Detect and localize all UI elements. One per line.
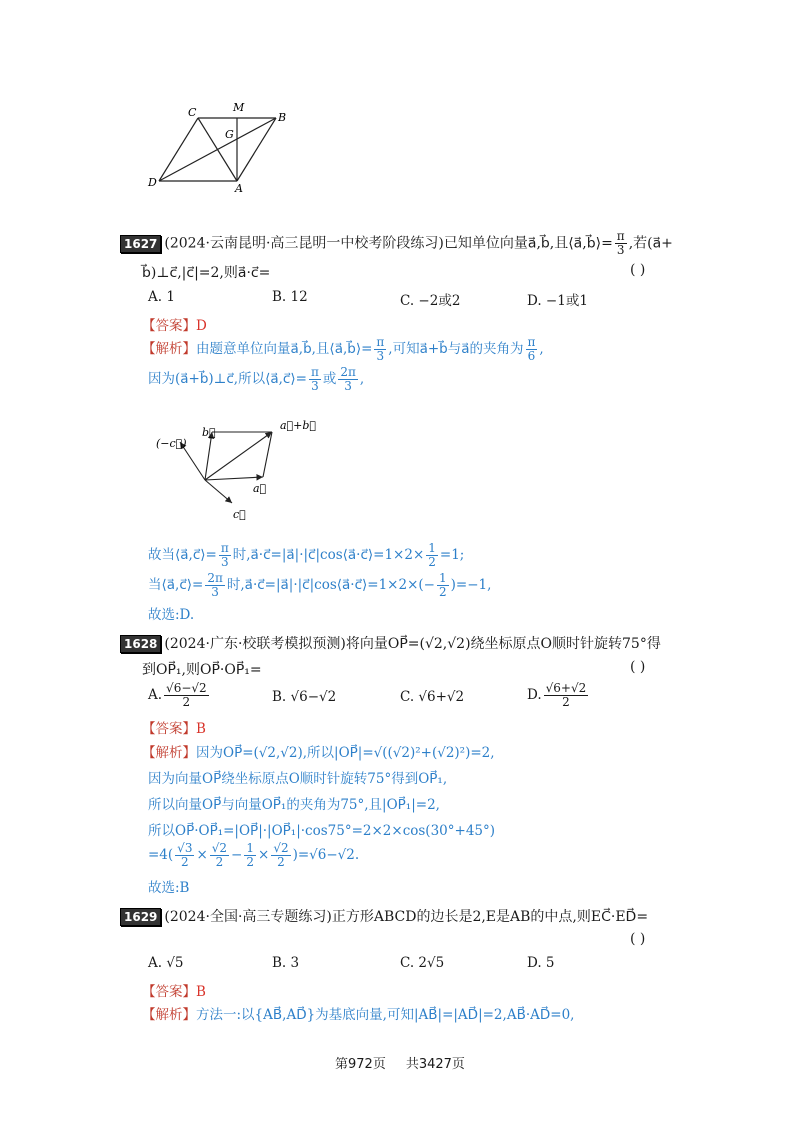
choice-c: C. 2√5 xyxy=(400,955,445,971)
analysis-line2: 因为(a⃗+b⃗)⊥c⃗,所以⟨a⃗,c⃗⟩= $\frac{\pi}{3}$ 或 $\frac{2\pi}{3}$ , xyxy=(148,365,365,393)
analysis-line6: 故选:B xyxy=(148,880,190,896)
answer-line: 【答案】B xyxy=(142,984,206,1000)
answer-paren: ( ) xyxy=(630,931,646,947)
q1629-stem-line1: 1629 (2024·全国·高三专题练习)正方形ABCD的边长是2,E是AB的中点,则EC⃗·ED⃗= xyxy=(120,906,648,926)
answer-line: 【答案】D xyxy=(142,318,207,334)
analysis-line5: 故选:D. xyxy=(148,607,195,623)
parallelogram-figure xyxy=(140,95,300,195)
label-M: M xyxy=(233,101,245,114)
question-number: 1627 xyxy=(120,235,161,253)
label-G: G xyxy=(225,128,234,141)
question-source: (2024·云南昆明·高三昆明一中校考阶段练习) xyxy=(164,235,444,252)
label-C: C xyxy=(188,106,197,119)
answer-value: B xyxy=(196,984,206,1000)
analysis-line5: =4( $\frac{√3}{2}$ × $\frac{√2}{2}$ − $\frac{1}{2}$ × $\frac{√2}{2}$ )=√6−√2. xyxy=(148,841,360,869)
choice-b: B. 3 xyxy=(272,955,300,971)
choice-c: C. √6+√2 xyxy=(400,689,465,705)
label-A: A xyxy=(235,182,243,195)
q1627-stem-line2: b⃗)⊥c⃗,|c⃗|=2,则a⃗·c⃗= xyxy=(142,265,271,281)
analysis-line4: 所以OP⃗·OP⃗₁=|OP⃗|·|OP⃗₁|·cos75°=2×2×cos(30°+45°) xyxy=(148,823,496,839)
question-source: (2024·广东·校联考模拟预测) xyxy=(164,636,346,652)
answer-paren: ( ) xyxy=(630,262,646,278)
analysis-line4: 当⟨a⃗,c⃗⟩= $\frac{2\pi}{3}$ 时,a⃗·c⃗=|a⃗|·|c⃗|cos⟨a⃗·c⃗⟩=1×2×(− $\frac{1}{2}$ )=−1, xyxy=(148,571,492,599)
answer-line: 【答案】B xyxy=(142,721,206,737)
label-a-plus-b: a⃗+b⃗ xyxy=(280,419,317,432)
q1628-stem-line2: 到OP⃗₁,则OP⃗·OP⃗₁= xyxy=(142,662,262,678)
question-number: 1628 xyxy=(120,635,161,653)
label-c: c⃗ xyxy=(233,508,246,521)
q1628-stem-line1: 1628 (2024·广东·校联考模拟预测)将向量OP⃗=(√2,√2)绕坐标原点O顺时针旋转75°得 xyxy=(120,633,661,653)
choice-a: A. √5 xyxy=(148,955,184,971)
analysis-line1: 【解析】因为OP⃗=(√2,√2),所以|OP⃗|=√((√2)²+(√2)²)=2, xyxy=(142,745,495,761)
total-pages: 共3427页 xyxy=(405,1057,465,1072)
analysis-line3: 故当⟨a⃗,c⃗⟩= $\frac{\pi}{3}$ 时,a⃗·c⃗=|a⃗|·|c⃗|cos⟨a⃗·c⃗⟩=1×2× $\frac{1}{2}$ =1; xyxy=(148,541,465,569)
choice-c: C. −2或2 xyxy=(400,293,461,309)
choice-b: B. 12 xyxy=(272,289,308,305)
page-footer xyxy=(335,1053,465,1072)
question-number: 1629 xyxy=(120,908,161,926)
analysis-line2: 因为向量OP⃗绕坐标原点O顺时针旋转75°得到OP⃗₁, xyxy=(148,771,448,787)
choice-a: A. $\frac{√6-√2}{2}$ xyxy=(148,681,207,709)
vector-figure xyxy=(150,410,330,530)
choice-a: A. 1 xyxy=(148,289,175,305)
label-neg-c: (−c⃗) xyxy=(156,437,187,450)
question-source: (2024·全国·高三专题练习) xyxy=(164,909,332,925)
choice-d: D. $\frac{√6+√2}{2}$ xyxy=(527,681,587,709)
analysis-line1: 【解析】由题意单位向量a⃗,b⃗,且⟨a⃗,b⃗⟩= $\frac{\pi}{3}$ ,可知a⃗+b⃗与a⃗的夹角为 $\frac{\pi}{6}$ , xyxy=(142,335,544,363)
label-B: B xyxy=(278,111,287,124)
label-a: a⃗ xyxy=(253,482,267,495)
answer-value: B xyxy=(196,721,206,737)
choice-d: D. −1或1 xyxy=(527,293,588,309)
label-D: D xyxy=(148,176,157,189)
q1627-stem-line1: 1627 (2024·云南昆明·高三昆明一中校考阶段练习)已知单位向量a⃗,b⃗,且⟨a⃗,b⃗⟩= $\frac{\pi}{3}$ ,若(a⃗+ xyxy=(120,230,673,257)
analysis-line1: 【解析】方法一:以{AB⃗,AD⃗}为基底向量,可知|AB⃗|=|AD⃗|=2,AB⃗·AD⃗=0, xyxy=(142,1007,575,1023)
page-number: 第972页 xyxy=(335,1057,386,1072)
answer-value: D xyxy=(196,318,207,334)
choice-b: B. √6−√2 xyxy=(272,689,337,705)
choice-d: D. 5 xyxy=(527,955,555,971)
analysis-line3: 所以向量OP⃗与向量OP⃗₁的夹角为75°,且|OP⃗₁|=2, xyxy=(148,797,440,813)
answer-paren: ( ) xyxy=(630,659,646,675)
label-b: b⃗ xyxy=(202,426,216,439)
